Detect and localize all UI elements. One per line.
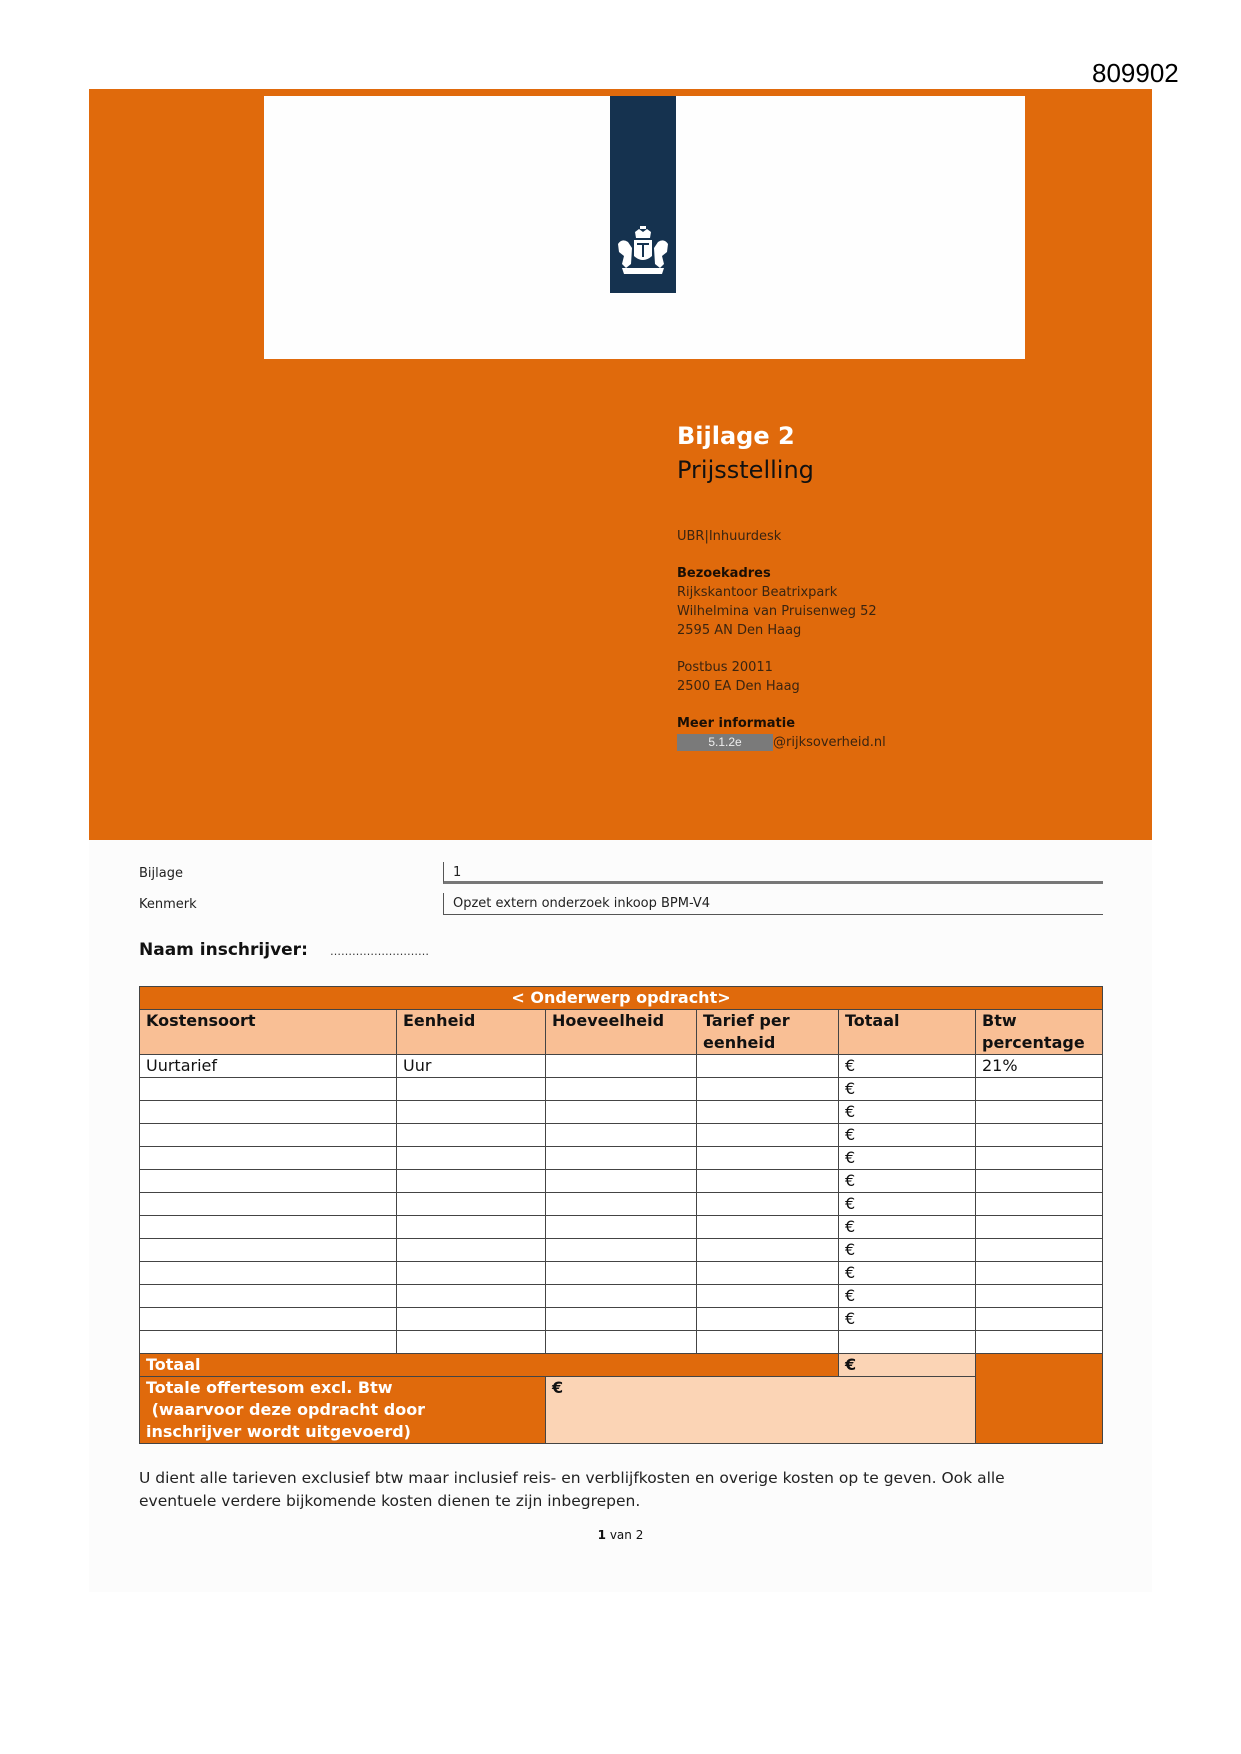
table-cell[interactable]: € xyxy=(839,1124,976,1147)
table-cell[interactable] xyxy=(546,1078,697,1101)
table-cell[interactable] xyxy=(397,1239,546,1262)
table-cell[interactable] xyxy=(140,1262,397,1285)
table-cell[interactable] xyxy=(839,1331,976,1354)
table-row xyxy=(140,1285,1103,1308)
table-row xyxy=(140,1239,1103,1262)
offertesom-value[interactable]: € xyxy=(546,1377,976,1444)
table-cell[interactable] xyxy=(697,1101,839,1124)
table-title: < Onderwerp opdracht> xyxy=(140,987,1103,1010)
table-cell[interactable] xyxy=(546,1124,697,1147)
visit-address-line: Wilhelmina van Pruisenweg 52 xyxy=(677,604,877,619)
table-row xyxy=(140,1193,1103,1216)
more-info-heading: Meer informatie xyxy=(677,716,796,731)
table-cell[interactable]: € xyxy=(839,1285,976,1308)
table-cell[interactable]: € xyxy=(839,1170,976,1193)
table-cell[interactable]: Uur xyxy=(397,1055,546,1078)
logo-box xyxy=(264,96,1025,359)
table-cell[interactable] xyxy=(397,1170,546,1193)
header-hoeveelheid: Hoeveelheid xyxy=(546,1010,697,1055)
cover-band xyxy=(89,89,1152,840)
table-row xyxy=(140,1055,1103,1078)
table-cell[interactable]: Uurtarief xyxy=(140,1055,397,1078)
table-cell[interactable] xyxy=(697,1170,839,1193)
table-cell[interactable] xyxy=(546,1216,697,1239)
table-cell[interactable] xyxy=(546,1055,697,1078)
table-cell[interactable]: € xyxy=(839,1078,976,1101)
table-cell[interactable] xyxy=(697,1055,839,1078)
table-cell[interactable] xyxy=(976,1308,1103,1331)
table-cell[interactable] xyxy=(546,1308,697,1331)
table-cell[interactable]: € xyxy=(839,1216,976,1239)
table-cell[interactable]: € xyxy=(839,1239,976,1262)
table-row xyxy=(140,1147,1103,1170)
table-cell[interactable] xyxy=(140,1239,397,1262)
table-cell[interactable] xyxy=(976,1262,1103,1285)
table-cell[interactable] xyxy=(140,1308,397,1331)
table-cell[interactable] xyxy=(697,1239,839,1262)
table-cell[interactable] xyxy=(697,1193,839,1216)
table-cell[interactable] xyxy=(697,1078,839,1101)
page-number: 1 van 2 xyxy=(597,1528,644,1542)
bijlage-value: 1 xyxy=(443,862,1103,884)
postal-line: Postbus 20011 xyxy=(677,660,773,675)
table-header-row xyxy=(140,1010,1103,1055)
table-cell[interactable] xyxy=(697,1216,839,1239)
table-cell[interactable] xyxy=(140,1124,397,1147)
table-row xyxy=(140,1124,1103,1147)
table-row xyxy=(140,1262,1103,1285)
table-cell[interactable] xyxy=(140,1147,397,1170)
table-cell[interactable] xyxy=(546,1262,697,1285)
redaction-box: 5.1.2e xyxy=(677,734,773,751)
table-cell[interactable] xyxy=(976,1078,1103,1101)
table-cell[interactable] xyxy=(140,1101,397,1124)
table-cell[interactable] xyxy=(697,1124,839,1147)
total-value[interactable]: € xyxy=(839,1354,976,1377)
table-cell[interactable]: € xyxy=(839,1193,976,1216)
email-domain: @rijksoverheid.nl xyxy=(773,735,886,750)
visit-address-heading: Bezoekadres xyxy=(677,566,771,581)
table-cell[interactable] xyxy=(697,1285,839,1308)
header-eenheid: Eenheid xyxy=(397,1010,546,1055)
visit-address-line: Rijkskantoor Beatrixpark xyxy=(677,585,838,600)
header-tarief: Tarief per eenheid xyxy=(697,1010,839,1055)
postal-line: 2500 EA Den Haag xyxy=(677,679,800,694)
kenmerk-label: Kenmerk xyxy=(139,897,197,912)
department: UBR|Inhuurdesk xyxy=(677,529,782,544)
header-kostensoort: Kostensoort xyxy=(140,1010,397,1055)
table-cell[interactable] xyxy=(397,1147,546,1170)
table-cell[interactable]: € xyxy=(839,1308,976,1331)
table-cell[interactable]: € xyxy=(839,1147,976,1170)
header-btw: Btw percentage xyxy=(976,1010,1103,1055)
contact-email xyxy=(677,733,886,752)
table-cell[interactable] xyxy=(976,1216,1103,1239)
table-cell[interactable] xyxy=(397,1124,546,1147)
table-cell[interactable] xyxy=(397,1078,546,1101)
table-cell[interactable]: € xyxy=(839,1262,976,1285)
table-cell[interactable] xyxy=(546,1331,697,1354)
naam-inschrijver-field[interactable]: ……………………… xyxy=(330,945,429,958)
document-id: 809902 xyxy=(1092,58,1179,88)
table-cell[interactable] xyxy=(546,1147,697,1170)
table-cell[interactable] xyxy=(397,1193,546,1216)
table-cell[interactable] xyxy=(976,1101,1103,1124)
table-cell[interactable] xyxy=(397,1308,546,1331)
table-cell[interactable] xyxy=(697,1147,839,1170)
table-cell[interactable] xyxy=(546,1101,697,1124)
visit-address-line: 2595 AN Den Haag xyxy=(677,623,802,638)
coat-of-arms-icon xyxy=(614,224,672,278)
table-row xyxy=(140,1170,1103,1193)
table-cell[interactable] xyxy=(976,1239,1103,1262)
cover-subtitle: Prijsstelling xyxy=(677,456,814,484)
table-cell[interactable] xyxy=(546,1239,697,1262)
header-totaal: Totaal xyxy=(839,1010,976,1055)
table-cell[interactable]: € xyxy=(839,1055,976,1078)
naam-inschrijver-label: Naam inschrijver: xyxy=(139,940,308,960)
table-cell[interactable] xyxy=(697,1331,839,1354)
table-cell[interactable] xyxy=(397,1101,546,1124)
table-cell[interactable] xyxy=(546,1170,697,1193)
table-row xyxy=(140,1101,1103,1124)
offertesom-label: Totale offertesom excl. Btw (waarvoor deze opdracht door inschrijver wordt uitgevoerd) xyxy=(140,1377,546,1444)
table-cell[interactable] xyxy=(546,1193,697,1216)
table-cell[interactable] xyxy=(697,1308,839,1331)
kenmerk-value: Opzet extern onderzoek inkoop BPM-V4 xyxy=(443,893,1103,915)
table-row xyxy=(140,1331,1103,1354)
table-cell[interactable] xyxy=(976,1170,1103,1193)
table-cell[interactable] xyxy=(140,1285,397,1308)
table-cell[interactable] xyxy=(140,1216,397,1239)
table-cell[interactable]: € xyxy=(839,1101,976,1124)
table-cell[interactable] xyxy=(697,1262,839,1285)
table-cell[interactable] xyxy=(140,1193,397,1216)
table-row xyxy=(140,1308,1103,1331)
total-filler xyxy=(976,1354,1103,1444)
table-cell[interactable] xyxy=(397,1216,546,1239)
table-cell[interactable] xyxy=(976,1124,1103,1147)
table-cell[interactable] xyxy=(976,1147,1103,1170)
price-table xyxy=(139,986,1103,1444)
table-cell[interactable] xyxy=(397,1285,546,1308)
table-row xyxy=(140,1216,1103,1239)
footnote: U dient alle tarieven exclusief btw maar inclusief reis- en verblijfkosten en overige kosten op te geven. Ook alle eventuele verdere bijkomende kosten dienen te zijn inbegrepen. xyxy=(139,1469,1005,1510)
table-cell[interactable] xyxy=(976,1331,1103,1354)
cover-text xyxy=(677,419,886,752)
table-cell[interactable]: 21% xyxy=(976,1055,1103,1078)
cover-title: Bijlage 2 xyxy=(677,422,795,450)
total-label: Totaal xyxy=(140,1354,839,1377)
table-cell[interactable] xyxy=(140,1078,397,1101)
table-cell[interactable] xyxy=(397,1331,546,1354)
table-cell[interactable] xyxy=(397,1262,546,1285)
table-cell[interactable] xyxy=(546,1285,697,1308)
table-cell[interactable] xyxy=(140,1170,397,1193)
table-row xyxy=(140,1078,1103,1101)
table-cell[interactable] xyxy=(976,1193,1103,1216)
rijksoverheid-logo xyxy=(610,96,676,293)
table-cell[interactable] xyxy=(140,1331,397,1354)
table-cell[interactable] xyxy=(976,1285,1103,1308)
bijlage-label: Bijlage xyxy=(139,866,183,881)
